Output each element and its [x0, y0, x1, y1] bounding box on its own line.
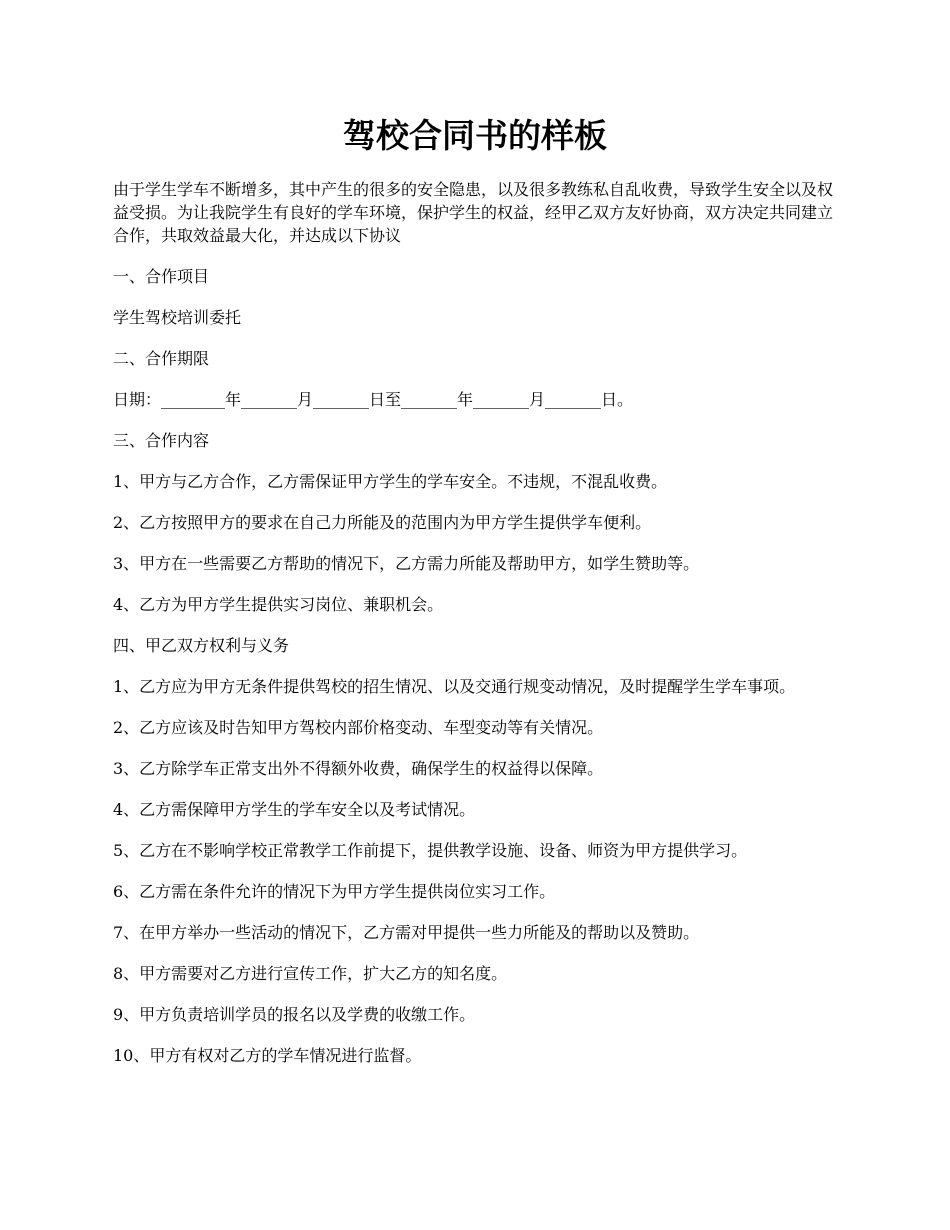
section-heading-cooperation-project: 一、合作项目 — [113, 267, 210, 286]
list-item: 6、乙方需在条件允许的情况下为甲方学生提供岗位实习工作。 — [113, 882, 556, 901]
section-heading-cooperation-period: 二、合作期限 — [113, 349, 210, 368]
list-item: 1、甲方与乙方合作，乙方需保证甲方学生的学车安全。不违规，不混乱收费。 — [113, 472, 668, 491]
list-item: 10、甲方有权对乙方的学车情况进行监督。 — [113, 1046, 422, 1065]
document-body — [113, 178, 843, 1085]
intro-paragraph: 由于学生学车不断增多，其中产生的很多的安全隐患，以及很多教练私自乱收费，导致学生安全以及权益受损。为让我院学生有良好的学车环境，保护学生的权益，经甲乙双方友好协商，双方决定共同建立合作，共取效益最大化，并达成以下协议 — [113, 180, 834, 245]
list-item: 3、甲方在一些需要乙方帮助的情况下，乙方需力所能及帮助甲方，如学生赞助等。 — [113, 554, 700, 573]
date-line: 日期：________年_______月_______日至_______年_______月_______日。 — [113, 390, 634, 409]
list-item: 7、在甲方举办一些活动的情况下，乙方需对甲提供一些力所能及的帮助以及赞助。 — [113, 923, 700, 942]
list-item: 4、乙方为甲方学生提供实习岗位、兼职机会。 — [113, 595, 444, 614]
list-item: 2、乙方按照甲方的要求在自己力所能及的范围内为甲方学生提供学车便利。 — [113, 513, 652, 532]
list-item: 5、乙方在不影响学校正常教学工作前提下，提供教学设施、设备、师资为甲方提供学习。 — [113, 841, 748, 860]
paragraph: 学生驾校培训委托 — [113, 308, 242, 327]
list-item: 1、乙方应为甲方无条件提供驾校的招生情况、以及交通行规变动情况，及时提醒学生学车事项。 — [113, 677, 796, 696]
section-heading-cooperation-content: 三、合作内容 — [113, 431, 210, 450]
list-item: 9、甲方负责培训学员的报名以及学费的收缴工作。 — [113, 1005, 476, 1024]
list-item: 2、乙方应该及时告知甲方驾校内部价格变动、车型变动等有关情况。 — [113, 718, 604, 737]
list-item: 3、乙方除学车正常支出外不得额外收费，确保学生的权益得以保障。 — [113, 759, 604, 778]
document-title: 驾校合同书的样板 — [343, 116, 607, 155]
list-item: 4、乙方需保障甲方学生的学车安全以及考试情况。 — [113, 800, 476, 819]
section-heading-rights-obligations: 四、甲乙双方权利与义务 — [113, 636, 290, 655]
list-item: 8、甲方需要对乙方进行宣传工作，扩大乙方的知名度。 — [113, 964, 508, 983]
